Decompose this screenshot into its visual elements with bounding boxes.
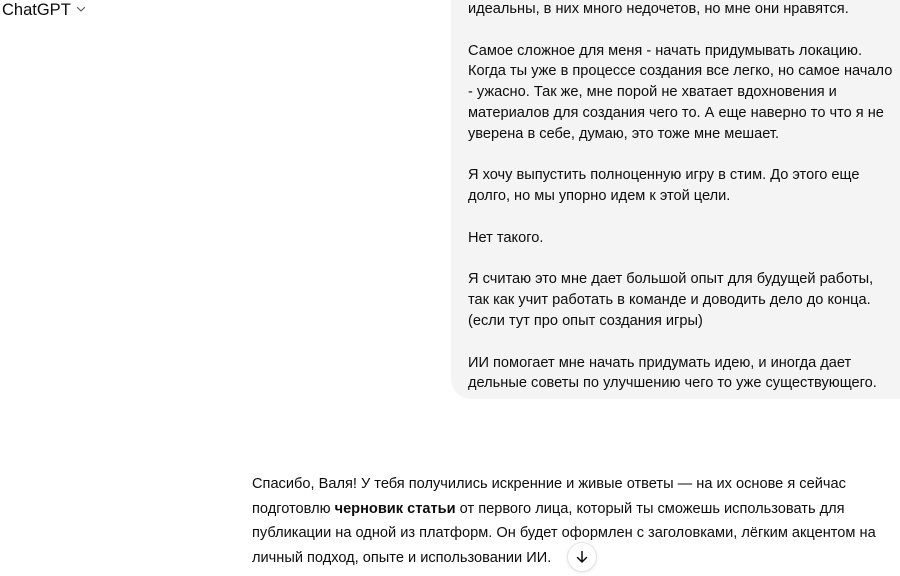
- model-switcher[interactable]: [2, 1, 86, 20]
- model-name: ChatGPT: [2, 1, 71, 19]
- assistant-text-start: Спасибо, Валя! У тебя получились искренние и живые ответы — на их основе я сейчас подготовлю: [252, 476, 846, 517]
- arrow-down-icon: [575, 550, 589, 564]
- user-paragraph: Нет такого.: [468, 229, 544, 246]
- user-message-text: [468, 0, 898, 394]
- user-message-bubble: [451, 0, 900, 399]
- user-paragraph: Я хочу выпустить полноценную игру в стим. До этого еще долго, но мы упорно идем к этой цели.: [468, 167, 860, 205]
- user-paragraph: Я считаю это мне дает большой опыт для будущей работы, так как учит работать в команде и доводить дело до конца. (если тут про опыт создания игры): [468, 271, 874, 329]
- user-paragraph: ИИ помогает мне начать придумать идею, и иногда дает дельные советы по улучшению чего то уже существующего.: [468, 354, 877, 392]
- assistant-text-end: от первого лица, который ты сможешь использовать для публикации на одной из платформ. Он будет оформлен с заголовками, лёгким акцентом на личный подход, опыте и использовании ИИ.: [252, 500, 876, 566]
- scroll-to-bottom-button[interactable]: [567, 542, 597, 572]
- user-paragraph: Самое сложное для меня - начать придумывать локацию. Когда ты уже в процессе создания все легко, но самое начало - ужасно. Так же, мне порой не хватает вдохновения и материалов для создания чего то. А еще наверно то что я не уверена в себе, думаю, это тоже мне мешает.: [468, 42, 893, 142]
- user-paragraph: идеальны, в них много недочетов, но мне они нравятся.: [468, 1, 849, 17]
- assistant-bold-text: черновик статьи: [334, 500, 456, 517]
- chevron-down-icon: [76, 4, 86, 14]
